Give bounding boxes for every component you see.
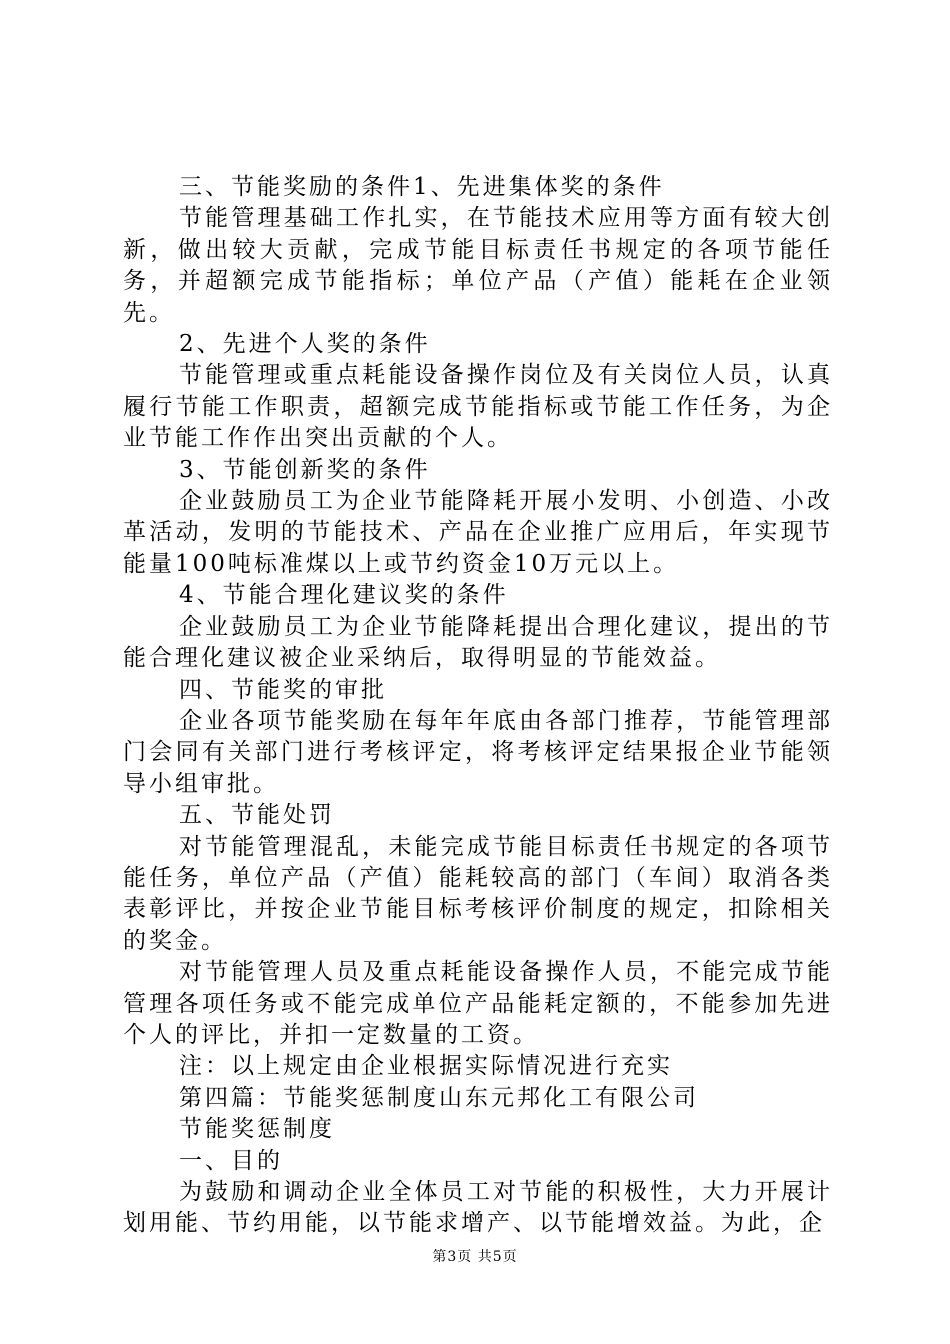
chapter-heading: 第四篇：节能奖惩制度山东元邦化工有限公司: [179, 1084, 699, 1111]
subheading: 4、节能合理化建议奖的条件: [179, 582, 509, 609]
note: 注：以上规定由企业根据实际情况进行充实: [179, 1053, 673, 1080]
paragraph: 企业各项节能奖励在每年年底由各部门推荐，节能管理部门会同有关部门进行考核评定，将考核评定结果报企业节能领导小组审批。: [123, 707, 833, 797]
paragraph: 节能管理基础工作扎实，在节能技术应用等方面有较大创新，做出较大贡献，完成节能目标责任书规定的各项节能任务，并超额完成节能指标；单位产品（产值）能耗在企业领先。: [123, 205, 833, 326]
paragraph: 对节能管理混乱，未能完成节能目标责任书规定的各项节能任务，单位产品（产值）能耗较高的部门（车间）取消各类表彰评比，并按企业节能目标考核评价制度的规定，扣除相关的奖金。: [123, 833, 833, 954]
subheading: 3、节能创新奖的条件: [179, 456, 431, 483]
section-heading-award-conditions: 三、节能奖励的条件1、先进集体奖的条件: [179, 174, 665, 200]
document-body: [123, 172, 833, 1240]
subheading: 2、先进个人奖的条件: [179, 331, 431, 358]
page-number: 第3页 共5页: [432, 1249, 518, 1265]
paragraph: 对节能管理人员及重点耗能设备操作人员，不能完成节能管理各项任务或不能完成单位产品能耗定额的，不能参加先进个人的评比，并扣一定数量的工资。: [123, 959, 833, 1048]
section-heading-purpose: 一、目的: [179, 1147, 283, 1174]
paragraph: 企业鼓励员工为企业节能降耗开展小发明、小创造、小改革活动，发明的节能技术、产品在企业推广应用后，年实现节能量100吨标准煤以上或节约资金10万元以上。: [123, 488, 833, 577]
section-heading-penalty: 五、节能处罚: [179, 802, 335, 829]
section-heading-approval: 四、节能奖的审批: [179, 676, 387, 703]
document-title: 节能奖惩制度: [179, 1116, 335, 1143]
paragraph: 节能管理或重点耗能设备操作岗位及有关岗位人员，认真履行节能工作职责，超额完成节能指标或节能工作任务，为企业节能工作作出突出贡献的个人。: [123, 362, 833, 452]
paragraph: 企业鼓励员工为企业节能降耗提出合理化建议，提出的节能合理化建议被企业采纳后，取得明显的节能效益。: [123, 613, 833, 672]
paragraph: 为鼓励和调动企业全体员工对节能的积极性，大力开展计划用能、节约用能，以节能求增产、以节能增效益。为此，企: [123, 1179, 833, 1237]
